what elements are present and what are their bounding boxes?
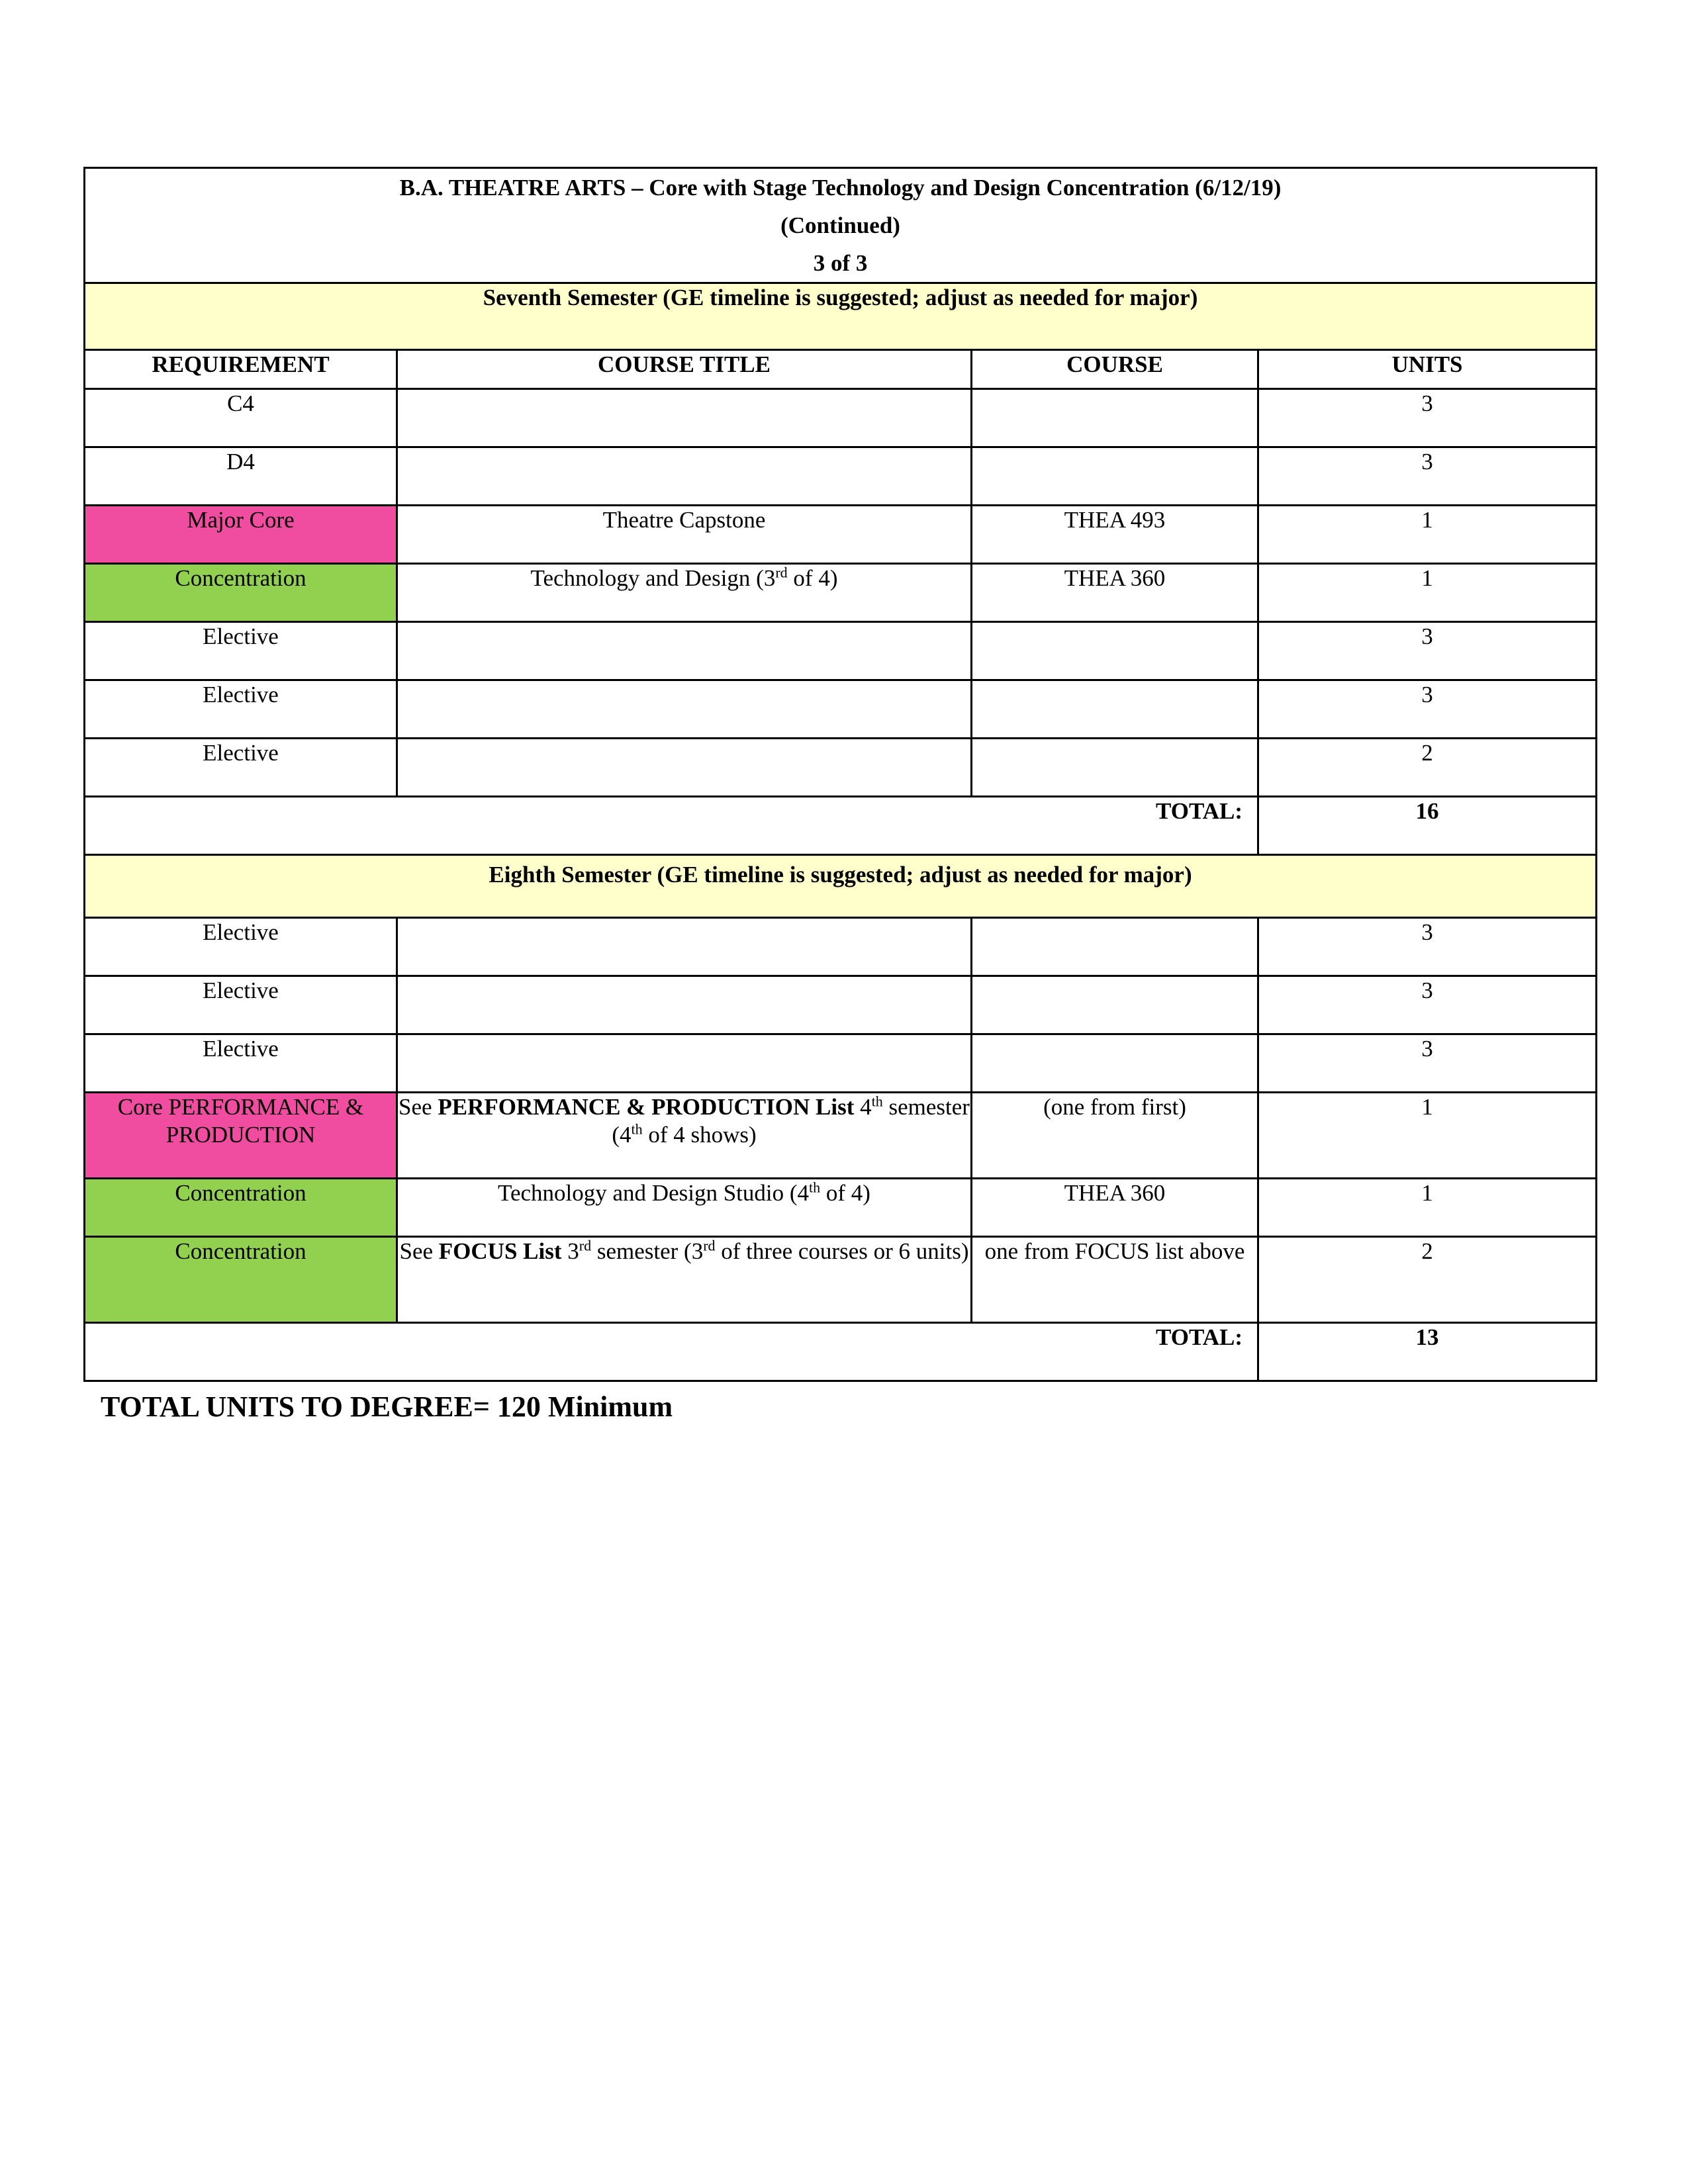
requirement-cell: Core PERFORMANCE & PRODUCTION	[85, 1093, 397, 1179]
ordinal-suffix: rd	[775, 564, 788, 581]
column-header-course: COURSE	[972, 350, 1258, 389]
course-cell	[972, 918, 1258, 976]
course-cell: THEA 493	[972, 506, 1258, 564]
requirement-cell: C4	[85, 389, 397, 447]
units-cell: 3	[1258, 976, 1597, 1034]
units-cell: 1	[1258, 506, 1597, 564]
requirement-cell: Elective	[85, 680, 397, 739]
ordinal-suffix: th	[631, 1120, 643, 1138]
course-cell	[972, 680, 1258, 739]
course-title-cell	[397, 1179, 972, 1237]
table-row	[85, 389, 1597, 447]
ordinal-suffix: rd	[579, 1237, 592, 1254]
course-title-cell	[397, 918, 972, 976]
total-value: 13	[1258, 1323, 1597, 1381]
course-cell	[972, 1034, 1258, 1093]
column-header-requirement: REQUIREMENT	[85, 350, 397, 389]
course-cell: (one from first)	[972, 1093, 1258, 1179]
ordinal-suffix: th	[871, 1093, 883, 1110]
title-line-3: 3 of 3	[813, 250, 868, 276]
course-title-cell: Theatre Capstone	[397, 506, 972, 564]
seventh-semester-heading: Seventh Semester (GE timeline is suggested; adjust as needed for major)	[85, 283, 1597, 350]
table-row	[85, 506, 1597, 564]
units-cell: 3	[1258, 622, 1597, 680]
units-cell: 3	[1258, 918, 1597, 976]
seventh-semester-heading-row	[85, 283, 1597, 350]
course-title-cell	[397, 680, 972, 739]
degree-total-units: TOTAL UNITS TO DEGREE= 120 Minimum	[101, 1390, 673, 1423]
course-title-text: of 4 shows)	[642, 1122, 757, 1148]
course-title-text: Technology and Design (3	[530, 565, 776, 591]
requirement-cell: Concentration	[85, 564, 397, 622]
course-title-text: 4	[854, 1094, 872, 1120]
table-row	[85, 622, 1597, 680]
course-cell	[972, 389, 1258, 447]
table-row	[85, 680, 1597, 739]
requirement-cell: Elective	[85, 918, 397, 976]
title-line-1: B.A. THEATRE ARTS – Core with Stage Technology and Design Concentration (6/12/19)	[399, 175, 1282, 201]
requirement-cell: Major Core	[85, 506, 397, 564]
units-cell: 1	[1258, 1093, 1597, 1179]
units-cell: 3	[1258, 447, 1597, 506]
requirement-cell: Concentration	[85, 1237, 397, 1323]
eighth-semester-heading-row	[85, 855, 1597, 918]
table-row	[85, 1179, 1597, 1237]
course-title-cell	[397, 1237, 972, 1323]
course-title-cell	[397, 389, 972, 447]
course-title-text: of 4)	[787, 565, 838, 591]
requirement-cell: Elective	[85, 739, 397, 797]
eighth-semester-heading: Eighth Semester (GE timeline is suggested; adjust as needed for major)	[85, 855, 1597, 918]
requirement-cell: Elective	[85, 976, 397, 1034]
table-row	[85, 918, 1597, 976]
column-header-course-title: COURSE TITLE	[397, 350, 972, 389]
requirement-cell: Concentration	[85, 1179, 397, 1237]
document-title	[85, 168, 1597, 283]
degree-plan-table	[83, 167, 1597, 1382]
column-header-row	[85, 350, 1597, 389]
course-title-cell	[397, 1093, 972, 1179]
units-cell: 2	[1258, 1237, 1597, 1323]
title-line-2: (Continued)	[780, 212, 900, 238]
course-title-text: of three courses or 6 units)	[715, 1238, 969, 1264]
total-label: TOTAL:	[85, 1323, 1258, 1381]
course-title-cell	[397, 1034, 972, 1093]
course-title-text: See	[399, 1238, 439, 1264]
total-label: TOTAL:	[85, 797, 1258, 855]
course-cell: one from FOCUS list above	[972, 1237, 1258, 1323]
course-title-cell	[397, 447, 972, 506]
course-title-cell	[397, 976, 972, 1034]
table-row	[85, 1034, 1597, 1093]
course-cell	[972, 622, 1258, 680]
table-row	[85, 1237, 1597, 1323]
course-title-text: semester (4	[612, 1094, 970, 1148]
course-title-text: semester (3	[591, 1238, 704, 1264]
units-cell: 3	[1258, 1034, 1597, 1093]
course-title-text: of 4)	[820, 1180, 870, 1206]
table-row	[85, 976, 1597, 1034]
course-cell	[972, 447, 1258, 506]
table-row	[85, 447, 1597, 506]
course-title-cell	[397, 564, 972, 622]
units-cell: 3	[1258, 389, 1597, 447]
course-title-cell	[397, 622, 972, 680]
ordinal-suffix: th	[809, 1179, 821, 1196]
list-name: FOCUS List	[438, 1238, 562, 1264]
units-cell: 3	[1258, 680, 1597, 739]
total-value: 16	[1258, 797, 1597, 855]
requirement-cell: Elective	[85, 1034, 397, 1093]
table-row	[85, 1093, 1597, 1179]
course-title-text: 3	[561, 1238, 579, 1264]
eighth-total-row	[85, 1323, 1597, 1381]
units-cell: 2	[1258, 739, 1597, 797]
table-row	[85, 564, 1597, 622]
course-cell	[972, 739, 1258, 797]
requirement-cell: Elective	[85, 622, 397, 680]
requirement-cell: D4	[85, 447, 397, 506]
column-header-units: UNITS	[1258, 350, 1597, 389]
seventh-total-row	[85, 797, 1597, 855]
units-cell: 1	[1258, 564, 1597, 622]
course-title-cell	[397, 739, 972, 797]
course-cell: THEA 360	[972, 1179, 1258, 1237]
table-row	[85, 739, 1597, 797]
ordinal-suffix: rd	[703, 1237, 716, 1254]
title-row	[85, 168, 1597, 283]
list-name: PERFORMANCE & PRODUCTION List	[438, 1094, 855, 1120]
course-cell: THEA 360	[972, 564, 1258, 622]
course-cell	[972, 976, 1258, 1034]
course-title-text: See	[399, 1094, 438, 1120]
units-cell: 1	[1258, 1179, 1597, 1237]
course-title-text: Technology and Design Studio (4	[498, 1180, 810, 1206]
